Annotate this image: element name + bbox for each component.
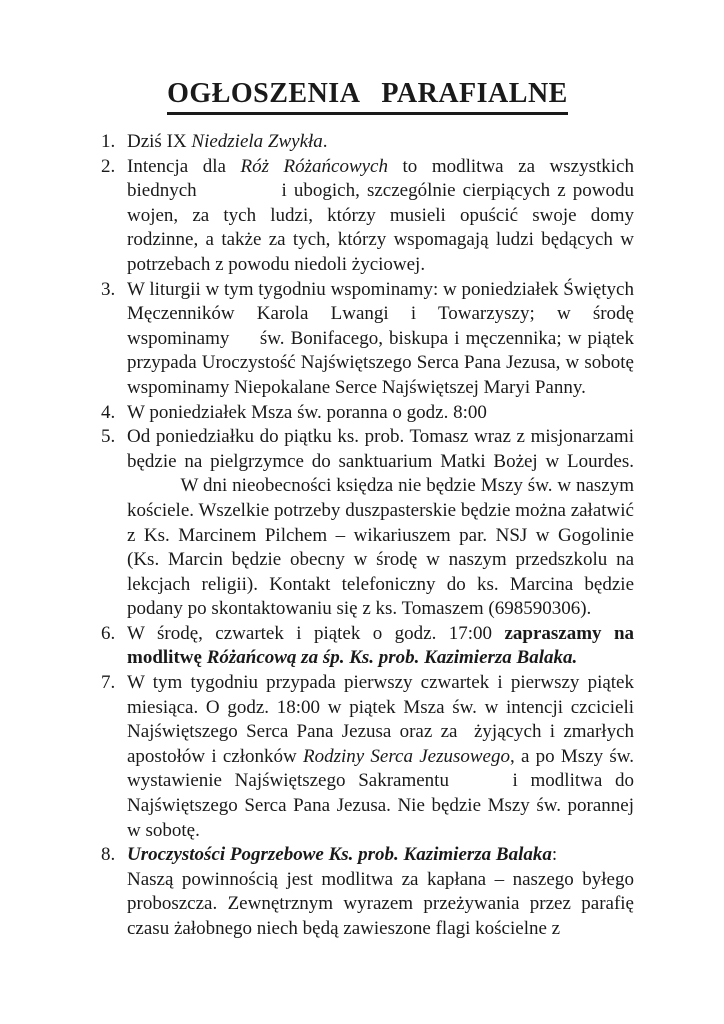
- item-number: 1.: [101, 131, 116, 152]
- text-segment: W tym tygodniu przypada pierwszy czwartek i pierwszy piątek miesiąca. O godz. 18:00 w piątek Msza św. w intencji czcicieli Najświętszego Serca Pana Jezusa oraz za żyjących i zmarłych apostołów i członków: [127, 672, 634, 767]
- announcement-item: [101, 671, 634, 843]
- item-text: [127, 843, 634, 941]
- item-number: 2.: [101, 155, 116, 177]
- item-number: 7.: [101, 672, 116, 694]
- item-text: [127, 622, 634, 671]
- announcement-item: [101, 622, 634, 671]
- announcement-item: [101, 425, 634, 622]
- text-segment: .: [322, 131, 328, 152]
- text-segment: Uroczystości Pogrzebowe Ks. prob. Kazimierza Balaka: [127, 844, 552, 866]
- announcement-item: [101, 130, 634, 155]
- announcement-list: [101, 130, 634, 942]
- text-segment: , a po Mszy św. wystawienie Najświętszego Sakramentu i modlitwa do Najświętszego Serca Pana Jezusa. Nie będzie Mszy św. porannej w sobotę.: [127, 745, 634, 841]
- page-title-text: OGŁOSZENIA PARAFIALNE: [167, 76, 568, 115]
- text-segment: Naszą powinnością jest modlitwa za kapłana – naszego byłego proboszcza. Zewnętrznym wyrazem przeżywania przez parafię czasu żałobnego niech będą zawieszone flagi kościelne z: [127, 868, 634, 939]
- item-text: [127, 130, 634, 155]
- text-segment: W środę, czwartek i piątek o godz. 17:00: [127, 622, 505, 644]
- announcement-item: [101, 843, 634, 941]
- item-text: [127, 278, 634, 401]
- text-segment: Od poniedziałku do piątku ks. prob. Tomasz wraz z misjonarzami będzie na pielgrzymce do sanktuarium Matki Bożej w Lourdes. W dni nieobecności księdza nie będzie Mszy św. w naszym kościele. Wszelkie potrzeby duszpasterskie będzie można załatwić z Ks. Marcinem Pilchem – wikariuszem par. NSJ w Gogolinie (Ks. Marcin będzie obecny w środę w naszym przedszkolu na lekcjach religii). Kontakt telefoniczny do ks. Marcina będzie podany po skontaktowaniu się z ks. Tomaszem (698590306).: [127, 426, 634, 620]
- item-number: 4.: [101, 401, 116, 423]
- item-number: 5.: [101, 426, 116, 448]
- text-segment: Róż Różańcowych: [240, 155, 388, 177]
- text-segment: to modlitwa za wszystkich biednych i ubogich, szczególnie cierpiących z powodu wojen, za tych ludzi, którzy musieli opuścić swoje domy rodzinne, a także za tych, którzy wspomagają ludzi będących w potrzebach z powodu niedoli życiowej.: [127, 155, 634, 275]
- item-number: 3.: [101, 278, 116, 300]
- item-number: 6.: [101, 622, 116, 644]
- text-segment: W liturgii w tym tygodniu wspominamy: w poniedziałek Świętych Męczenników Karola Lwangi i Towarzyszy; w środę wspominamy św. Bonifacego, biskupa i męczennika; w piątek przypada Uroczystość Najświętszego Serca Pana Jezusa, w sobotę wspominamy Niepokalane Serce Najświętszej Maryi Panny.: [127, 278, 634, 398]
- item-text: [127, 671, 634, 843]
- announcement-item: [101, 278, 634, 401]
- page-title: [101, 76, 634, 115]
- item-text: [127, 401, 634, 426]
- text-segment: Różańcową za śp. Ks. prob. Kazimierza Balaka.: [206, 647, 578, 669]
- item-text: [127, 155, 634, 278]
- announcement-item: [101, 155, 634, 278]
- item-number: 8.: [101, 844, 116, 866]
- text-segment: Intencja dla: [127, 155, 241, 177]
- text-segment: Rodziny Serca Jezusowego: [302, 745, 510, 767]
- text-segment: W poniedziałek Msza św. poranna o godz. 8:00: [127, 401, 487, 423]
- announcement-item: [101, 401, 634, 426]
- item-text: [127, 425, 634, 622]
- text-segment: zapraszamy na modlitwę: [127, 622, 635, 669]
- text-segment: Dziś IX: [127, 131, 192, 152]
- text-segment: :: [551, 844, 558, 866]
- text-segment: Niedziela Zwykła: [191, 131, 323, 152]
